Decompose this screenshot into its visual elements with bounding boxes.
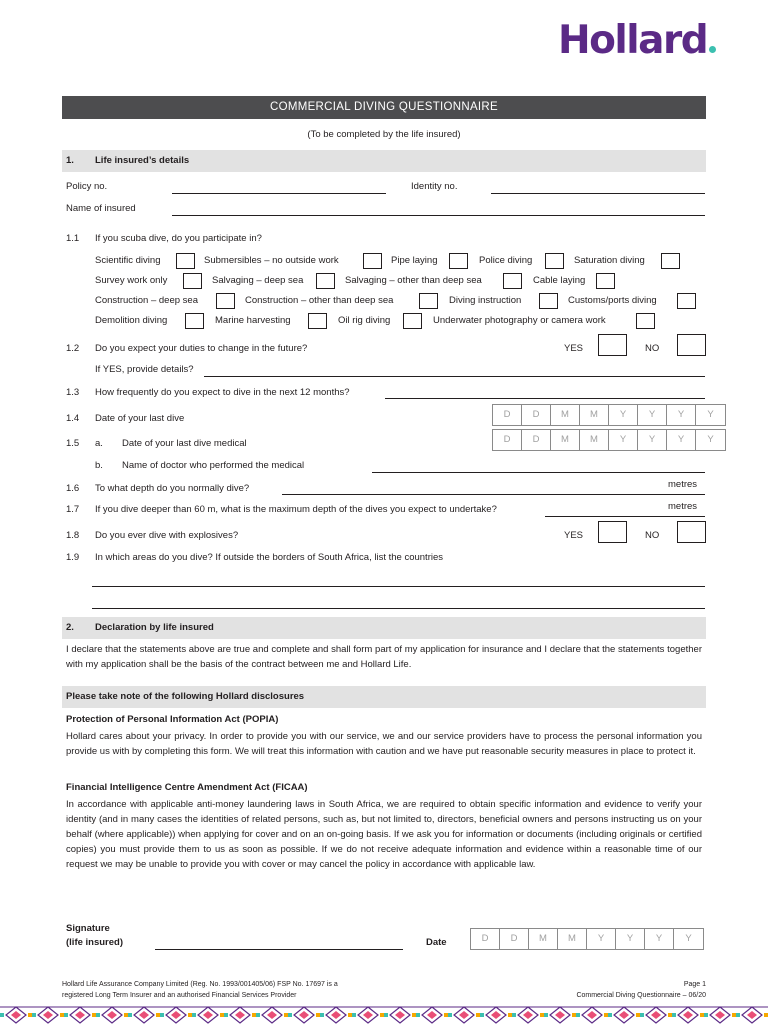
q1-8-no-label: NO (645, 530, 660, 541)
q1-2-yes-checkbox[interactable] (598, 334, 627, 356)
normal-depth-field[interactable] (282, 494, 705, 495)
dive-areas-field[interactable] (92, 586, 705, 587)
date-cell-month: M (580, 405, 609, 425)
q1-8-yes-checkbox[interactable] (598, 521, 627, 543)
date-cell-year: Y (638, 405, 667, 425)
activity-checkbox-construction-other[interactable] (419, 293, 438, 309)
activity-checkbox-marine[interactable] (308, 313, 327, 329)
q1-5-number: 1.5 (66, 438, 80, 449)
activity-label: Construction – other than deep sea (245, 295, 394, 306)
q1-2-text: Do you expect your duties to change in the future? (95, 343, 308, 354)
max-depth-field[interactable] (545, 516, 705, 517)
last-dive-date-input[interactable] (492, 404, 726, 426)
date-cell-month: M (558, 929, 587, 949)
signature-date-input[interactable] (470, 928, 704, 950)
activity-label: Construction – deep sea (95, 295, 198, 306)
activity-label: Underwater photography or camera work (433, 315, 606, 326)
date-cell-year: Y (609, 430, 638, 450)
activity-label: Cable laying (533, 275, 586, 286)
q1-7-unit: metres (668, 501, 698, 512)
activity-checkbox-pipe-laying[interactable] (449, 253, 468, 269)
disclosures-header: Please take note of the following Hollard disclosures (62, 686, 706, 708)
q1-8-text: Do you ever dive with explosives? (95, 530, 239, 541)
name-of-insured-field[interactable] (172, 215, 705, 216)
q1-5a-letter: a. (95, 438, 103, 449)
date-cell-month: M (551, 405, 580, 425)
activity-checkbox-salvaging-other[interactable] (503, 273, 522, 289)
date-cell-month: M (529, 929, 558, 949)
q1-6-unit: metres (668, 479, 698, 490)
date-cell-day: D (500, 929, 529, 949)
date-cell-year: Y (616, 929, 645, 949)
activity-checkbox-underwater-photo[interactable] (636, 313, 655, 329)
activity-checkbox-saturation[interactable] (661, 253, 680, 269)
activity-label: Diving instruction (449, 295, 522, 306)
dive-areas-field[interactable] (92, 608, 705, 609)
activity-label: Salvaging – other than deep sea (345, 275, 482, 286)
activity-checkbox-demolition[interactable] (185, 313, 204, 329)
activity-checkbox-oil-rig[interactable] (403, 313, 422, 329)
footer-legal-line: Hollard Life Assurance Company Limited (Reg. No. 1993/001405/06) FSP No. 17697 is a (62, 981, 338, 988)
activity-checkbox-submersibles[interactable] (363, 253, 382, 269)
q1-8-number: 1.8 (66, 530, 80, 541)
q1-6-text: To what depth do you normally dive? (95, 483, 250, 494)
q1-4-number: 1.4 (66, 413, 80, 424)
page-title: COMMERCIAL DIVING QUESTIONNAIRE (62, 96, 706, 119)
q1-9-number: 1.9 (66, 552, 80, 563)
footer-legal-line: registered Long Term Insurer and an authorised Financial Services Provider (62, 992, 297, 999)
section-1-header: 1. Life insured’s details (62, 150, 706, 172)
hollard-logo: Hollard (558, 18, 716, 63)
footer-legal (62, 979, 338, 1001)
signature-date-label: Date (426, 937, 447, 948)
date-cell-year: Y (645, 929, 674, 949)
q1-5b-text: Name of doctor who performed the medical (122, 460, 305, 471)
page-subtitle: (To be completed by the life insured) (307, 129, 461, 140)
identity-no-field[interactable] (491, 193, 705, 194)
activity-checkbox-customs[interactable] (677, 293, 696, 309)
activity-checkbox-scientific[interactable] (176, 253, 195, 269)
q1-2-yes-label: YES (564, 343, 584, 354)
signature-label: Signature (66, 923, 110, 934)
doctor-name-field[interactable] (372, 472, 705, 473)
q1-2-no-checkbox[interactable] (677, 334, 706, 356)
policy-no-label: Policy no. (66, 181, 108, 192)
identity-no-label: Identity no. (411, 181, 458, 192)
activity-label: Oil rig diving (338, 315, 391, 326)
decorative-border-pattern (0, 1006, 768, 1024)
popia-title: Protection of Personal Information Act (POPIA) (66, 714, 279, 725)
q1-2-details-field[interactable] (204, 376, 705, 377)
signature-sublabel: (life insured) (66, 937, 124, 948)
date-cell-year: Y (685, 933, 692, 944)
q1-7-text: If you dive deeper than 60 m, what is the maximum depth of the dives you expect to undertake? (95, 504, 497, 515)
activity-label: Police diving (479, 255, 533, 266)
ficaa-text: In accordance with applicable anti-money laundering laws in South Africa, we are required to obtain specific information and evidence to verify your identity (and in many cases the identities of related persons, such as, but not limited to, directors, beneficial owners and persons instructing us on your behalf (where applicable)) when applying for cover and on an on-going basis. If we ask you for information or documents (including originals or certified copies) you must provide them to us as soon as possible. If we do not receive adequate information and evidence within a reasonable time of our request we may be unable to provide you with cover or may cancel the policy in accordance with applicable law. (66, 799, 702, 870)
activity-checkbox-diving-instruction[interactable] (539, 293, 558, 309)
q1-1-text: If you scuba dive, do you participate in? (95, 233, 262, 244)
ficaa-title: Financial Intelligence Centre Amendment Act (FICAA) (66, 782, 308, 793)
activity-label: Scientific diving (95, 255, 161, 266)
popia-text: Hollard cares about your privacy. In order to provide you with our service, we and our service providers have to process the personal information you provide us with by completing this form. We will treat this information with caution and we have put reasonable security measures in place to protect it. (66, 731, 702, 757)
q1-7-number: 1.7 (66, 504, 80, 515)
date-cell-year: Y (638, 430, 667, 450)
q1-9-text: In which areas do you dive? If outside the borders of South Africa, list the countries (95, 552, 444, 563)
activity-label: Saturation diving (574, 255, 645, 266)
q1-4-text: Date of your last dive (95, 413, 185, 424)
q1-2-no-label: NO (645, 343, 660, 354)
q1-3-text: How frequently do you expect to dive in the next 12 months? (95, 387, 350, 398)
activity-checkbox-police[interactable] (545, 253, 564, 269)
date-cell-month: M (551, 430, 580, 450)
q1-3-field[interactable] (385, 398, 705, 399)
date-cell-day: D (471, 929, 500, 949)
footer-page-info (576, 979, 706, 1001)
date-cell-day: D (522, 405, 551, 425)
activity-label: Demolition diving (95, 315, 168, 326)
q1-2-details-label: If YES, provide details? (95, 364, 194, 375)
date-cell-year: Y (667, 405, 696, 425)
declaration-text: I declare that the statements above are true and complete and shall form part of my application for insurance and I declare that the statements together with my application shall be the basis of the contract between me and Hollard Life. (66, 644, 702, 670)
activity-label: Survey work only (95, 275, 168, 286)
date-cell-year: Y (609, 405, 638, 425)
q1-8-no-checkbox[interactable] (677, 521, 706, 543)
date-cell-day: D (493, 430, 522, 450)
activity-label: Salvaging – deep sea (212, 275, 304, 286)
date-cell-month: M (580, 430, 609, 450)
q1-3-number: 1.3 (66, 387, 80, 398)
activity-label: Submersibles – no outside work (204, 255, 339, 266)
q1-1-number: 1.1 (66, 233, 80, 244)
activity-label: Pipe laying (391, 255, 438, 266)
document-code: Commercial Diving Questionnaire – 06/20 (576, 992, 706, 999)
activity-checkbox-survey[interactable] (183, 273, 202, 289)
q1-6-number: 1.6 (66, 483, 80, 494)
activity-checkbox-salvaging-deep[interactable] (316, 273, 335, 289)
activity-label: Marine harvesting (215, 315, 291, 326)
activity-checkbox-construction-deep[interactable] (216, 293, 235, 309)
activity-checkbox-cable[interactable] (596, 273, 615, 289)
policy-no-field[interactable] (172, 193, 386, 194)
section-2-header: 2. Declaration by life insured (62, 617, 706, 639)
activity-label: Customs/ports diving (568, 295, 657, 306)
q1-5a-text: Date of your last dive medical (122, 438, 247, 449)
name-of-insured-label: Name of insured (66, 203, 136, 214)
date-cell-year: Y (667, 430, 696, 450)
signature-field[interactable] (155, 949, 403, 950)
date-cell-year: Y (587, 929, 616, 949)
date-cell-day: D (493, 405, 522, 425)
date-cell-year: Y (707, 434, 714, 445)
q1-8-yes-label: YES (564, 530, 584, 541)
page-number: Page 1 (683, 981, 706, 988)
last-medical-date-input[interactable] (492, 429, 726, 451)
date-cell-day: D (522, 430, 551, 450)
q1-5b-letter: b. (95, 460, 103, 471)
q1-2-number: 1.2 (66, 343, 80, 354)
date-cell-year: Y (707, 409, 714, 420)
